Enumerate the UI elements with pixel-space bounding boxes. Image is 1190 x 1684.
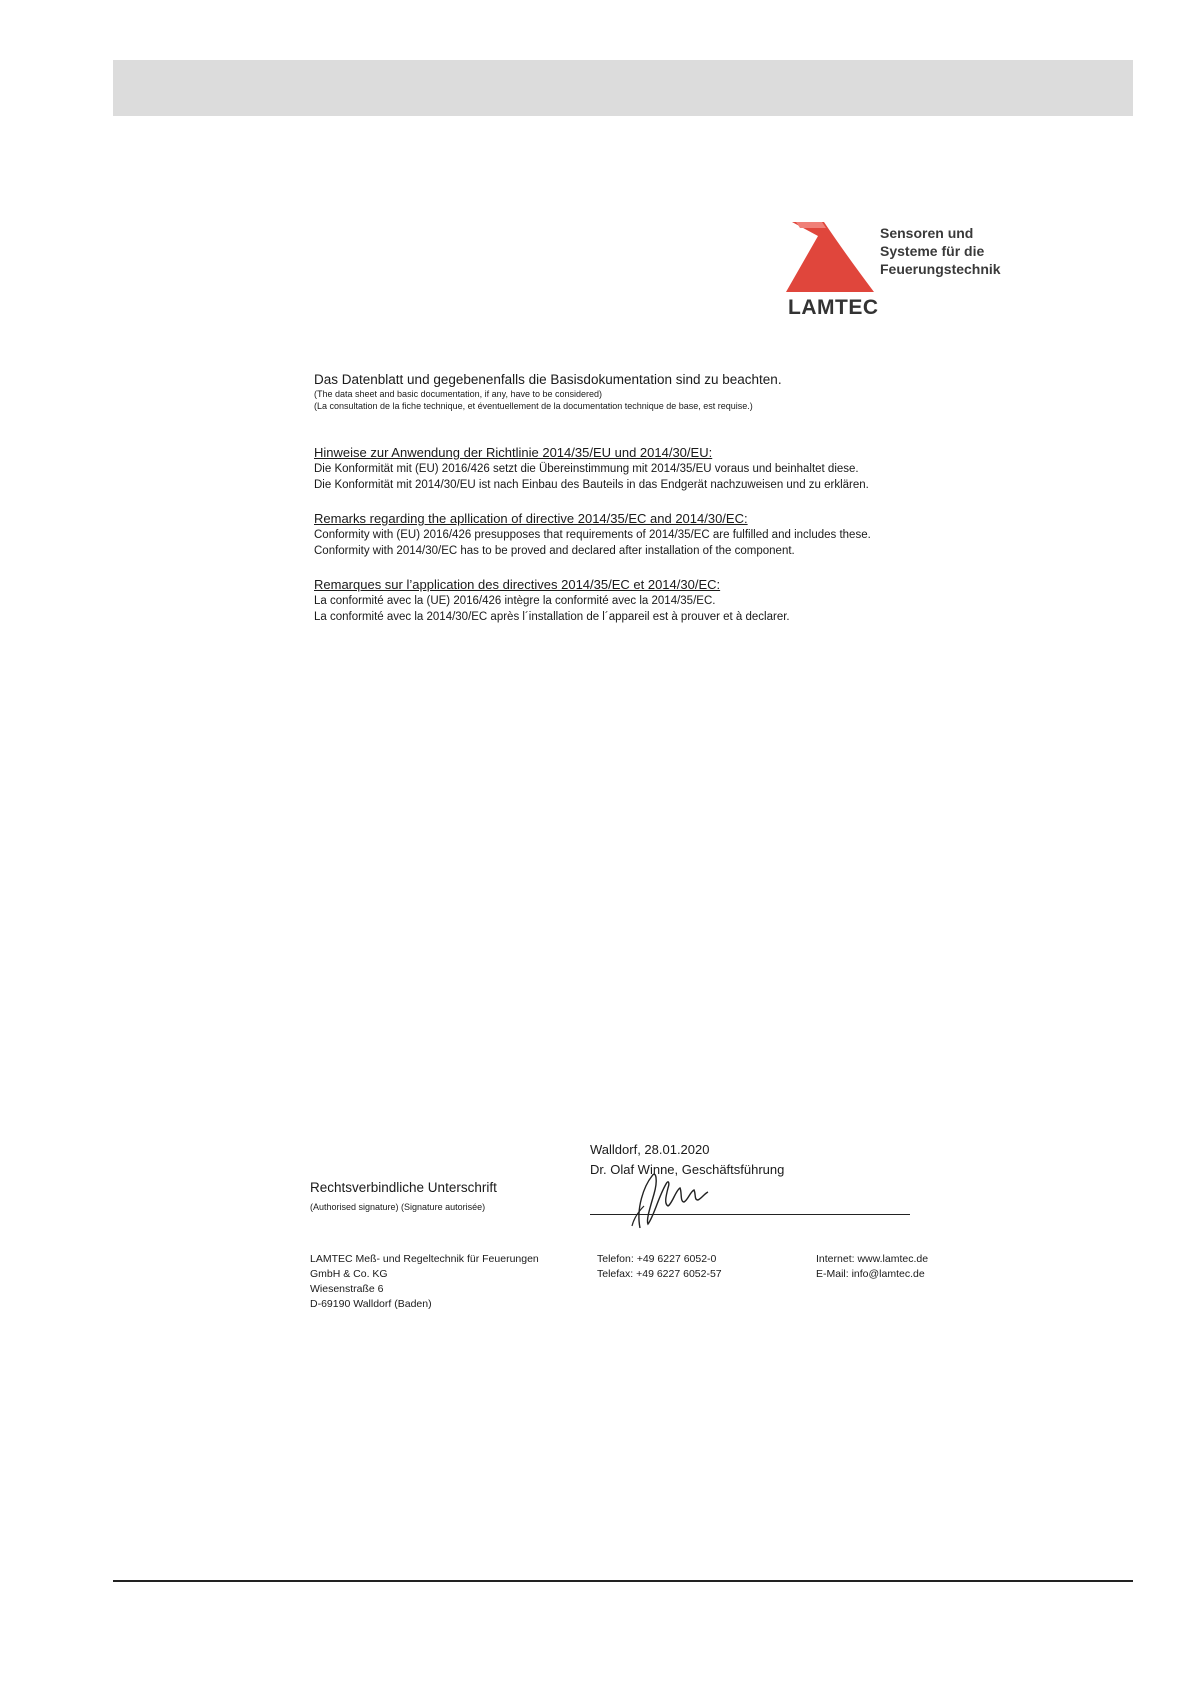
logo-triangle-icon (786, 222, 876, 298)
section-german (314, 445, 954, 491)
signature-label: Rechtsverbindliche Unterschrift (310, 1180, 497, 1195)
contact-line: LAMTEC Meß- und Regeltechnik für Feuerungen (310, 1253, 539, 1265)
section-line: La conformité avec la 2014/30/EC après l´installation de l´appareil est à prouver et à declarer. (314, 611, 790, 623)
logo-tagline-line: Sensoren und (880, 225, 974, 241)
intro-main: Das Datenblatt und gegebenenfalls die Basisdokumentation sind zu beachten. (314, 372, 782, 387)
contact-line: Telefax: +49 6227 6052-57 (597, 1268, 722, 1280)
signature-line (590, 1214, 910, 1215)
section-line: Conformity with 2014/30/EC has to be proved and declared after installation of the component. (314, 545, 795, 557)
section-english (314, 511, 954, 557)
intro-english: (The data sheet and basic documentation, if any, have to be considered) (314, 389, 603, 399)
contact-line: E-Mail: info@lamtec.de (816, 1268, 925, 1280)
logo-tagline (880, 224, 1001, 278)
section-title: Hinweise zur Anwendung der Richtlinie 2014/35/EU und 2014/30/EU: (314, 445, 713, 460)
handwritten-signature-icon (610, 1168, 720, 1232)
contact-line: GmbH & Co. KG (310, 1268, 388, 1280)
contact-company (310, 1252, 539, 1312)
contact-line: Wiesenstraße 6 (310, 1283, 384, 1295)
company-logo (786, 222, 1016, 322)
contact-line: Internet: www.lamtec.de (816, 1253, 929, 1265)
section-french (314, 577, 954, 623)
section-title: Remarques sur l’application des directives 2014/35/EC et 2014/30/EC: (314, 577, 721, 592)
contact-web (816, 1252, 928, 1282)
section-line: Die Konformität mit (EU) 2016/426 setzt die Übereinstimmung mit 2014/35/EU voraus und beinhaltet diese. (314, 463, 859, 475)
logo-tagline-line: Feuerungstechnik (880, 261, 1001, 277)
document-body (314, 372, 954, 627)
header-bar (113, 60, 1133, 116)
contact-line: Telefon: +49 6227 6052-0 (597, 1253, 717, 1265)
section-line: La conformité avec la (UE) 2016/426 intègre la conformité avec la 2014/35/EC. (314, 595, 716, 607)
footer-rule (113, 1580, 1133, 1582)
section-line: Conformity with (EU) 2016/426 presupposes that requirements of 2014/35/EC are fulfilled and includes these. (314, 529, 871, 541)
logo-tagline-line: Systeme für die (880, 243, 985, 259)
signature-place-date: Walldorf, 28.01.2020 (590, 1142, 710, 1157)
contact-line: D-69190 Walldorf (Baden) (310, 1298, 432, 1310)
section-title: Remarks regarding the apllication of directive 2014/35/EC and 2014/30/EC: (314, 511, 748, 526)
contact-phone (597, 1252, 722, 1282)
signature-sublabel: (Authorised signature) (Signature autorisée) (310, 1202, 486, 1212)
intro-french: (La consultation de la fiche technique, et éventuellement de la documentation technique de base, est requise.) (314, 401, 753, 411)
logo-name: LAMTEC (788, 296, 879, 319)
section-line: Die Konformität mit 2014/30/EU ist nach Einbau des Bauteils in das Endgerät nachzuweisen und zu erklären. (314, 479, 869, 491)
signature-signer: Dr. Olaf Winne, Geschäftsführung (590, 1162, 785, 1177)
